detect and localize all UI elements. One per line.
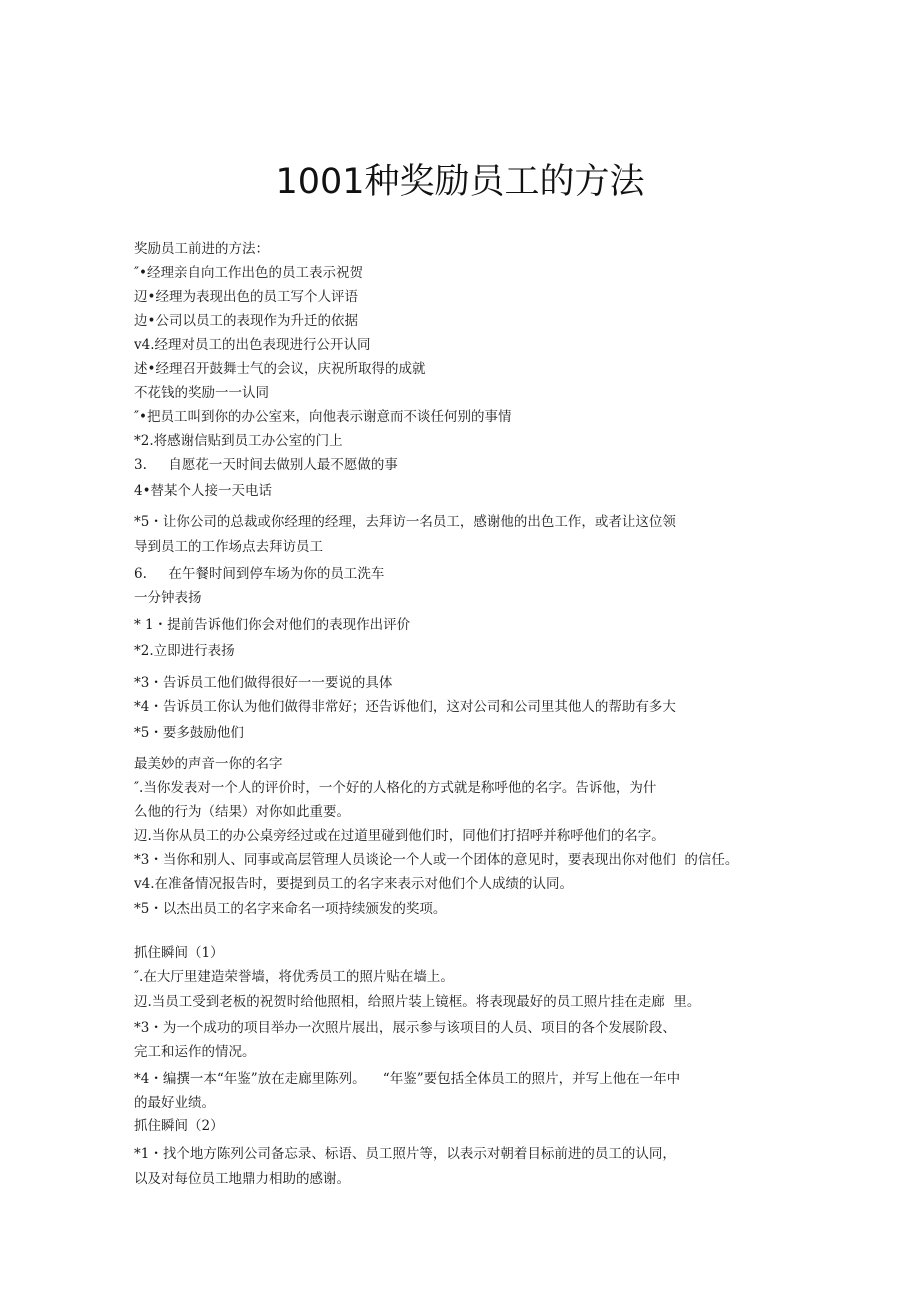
list-item: 边•公司以员工的表现作为升迁的依据 xyxy=(134,313,358,329)
list-item: *3・为一个成功的项目举办一次照片展出，展示参与该项目的人员、项目的各个发展阶段、 xyxy=(134,1020,676,1036)
list-item: *2.立即进行表扬 xyxy=(134,643,235,659)
list-item: *1・找个地方陈列公司备忘录、标语、员工照片等，以表示对朝着目标前进的员工的认同， xyxy=(134,1146,676,1162)
list-item: 6. 在午餐时间到停车场为你的员工洗车 xyxy=(134,566,385,582)
list-item: ″•经理亲自向工作出色的员工表示祝贺 xyxy=(134,265,364,281)
list-item: 述•经理召开鼓舞士气的会议，庆祝所取得的成就 xyxy=(134,361,426,377)
list-item: ″.在大厅里建造荣誉墙，将优秀员工的照片贴在墙上。 xyxy=(134,969,454,985)
list-item: v4.经理对员工的出色表现进行公开认同 xyxy=(134,337,371,353)
list-item: *3・告诉员工他们做得很好一一要说的具体 xyxy=(134,675,393,691)
list-item: *3・当你和别人、同事或高层管理人员谈论一个人或一个团体的意见时，要表现出你对他们 的信任。 xyxy=(134,852,739,868)
list-item: 辺.当员工受到老板的祝贺时给他照相，给照片装上镜框。将表现最好的员工照片挂在走廊 里。 xyxy=(134,994,701,1010)
list-item: 3. 自愿花一天时间去做别人最不愿做的事 xyxy=(134,457,398,473)
document-title: 1001种奖励员工的方法 xyxy=(275,162,645,202)
list-item: ″.当你发表对一个人的评价时，一个好的人格化的方式就是称呼他的名字。告诉他，为什 xyxy=(134,780,657,796)
list-item: *4・编撰一本“年鉴”放在走廊里陈列。 “年鉴”要包括全体员工的照片，并写上他在一年中 xyxy=(134,1071,681,1087)
list-item: 辺.当你从员工的办公桌旁经过或在过道里碰到他们时，同他们打招呼并称呼他们的名字。 xyxy=(134,828,665,844)
list-item: v4.在准备情况报告时，要提到员工的名字来表示对他们个人成绩的认同。 xyxy=(134,876,574,892)
section-heading: 一分钟表扬 xyxy=(134,590,202,606)
list-item: *5・以杰出员工的名字来命名一项持续颁发的奖项。 xyxy=(134,901,447,917)
section-heading: 奖励员工前进的方法： xyxy=(134,241,269,257)
list-item: *5・要多鼓励他们 xyxy=(134,725,244,741)
list-item-continuation: 么他的行为（结果）对你如此重要。 xyxy=(134,804,350,820)
list-item: ″•把员工叫到你的办公室来，向他表示谢意而不谈任何别的事情 xyxy=(134,409,512,425)
list-item-continuation: 以及对每位员工地鼎力相助的感谢。 xyxy=(134,1171,350,1187)
list-item: *4・告诉员工你认为他们做得非常好；还告诉他们，这对公司和公司里其他人的帮助有多大 xyxy=(134,699,676,715)
list-item: 4•替某个人接一天电话 xyxy=(134,483,273,499)
list-item: * 1・提前告诉他们你会对他们的表现作出评价 xyxy=(134,617,411,633)
section-heading: 抓住瞬间（2） xyxy=(134,1118,224,1134)
list-item: *2.将感谢信贴到员工办公室的门上 xyxy=(134,433,343,449)
list-item-continuation: 导到员工的工作场点去拜访员工 xyxy=(134,539,323,555)
list-item-continuation: 完工和运作的情况。 xyxy=(134,1044,256,1060)
section-heading: 不花钱的奖励一一认同 xyxy=(134,385,269,401)
section-heading: 最美妙的声音一你的名字 xyxy=(134,756,283,772)
section-heading: 抓住瞬间（1） xyxy=(134,945,224,961)
list-item: 辺•经理为表现出色的员工写个人评语 xyxy=(134,289,358,305)
list-item-continuation: 的最好业绩。 xyxy=(134,1095,215,1111)
list-item: *5・让你公司的总裁或你经理的经理，去拜访一名员工，感谢他的出色工作，或者让这位领 xyxy=(134,514,676,530)
